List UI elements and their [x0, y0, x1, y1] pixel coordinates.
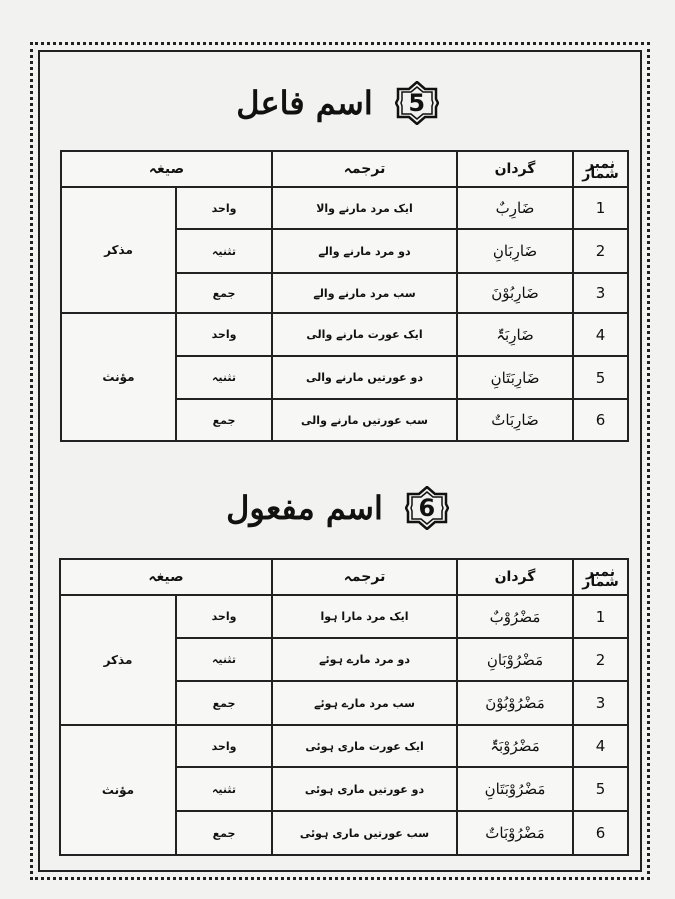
table-row — [61, 187, 628, 229]
header-seegha: صیغہ — [61, 151, 272, 187]
section-number: 5 — [408, 89, 426, 117]
row-seegha-sub: جمع — [176, 273, 272, 313]
ism-mafool-table — [59, 558, 629, 856]
row-number: 1 — [573, 595, 628, 638]
row-number: 4 — [573, 725, 628, 767]
row-tarjama: دو مرد مارے ہوئے — [272, 638, 457, 681]
row-number: 5 — [573, 767, 628, 811]
row-number: 3 — [573, 681, 628, 725]
table-header-row — [61, 151, 628, 187]
row-number: 2 — [573, 229, 628, 273]
header-tarjama: ترجمہ — [272, 151, 457, 187]
gender-feminine: مؤنث — [60, 725, 176, 855]
table-header-row — [60, 559, 628, 595]
row-tarjama: دو عورتیں ماری ہوئی — [272, 767, 457, 811]
row-seegha-sub: جمع — [176, 811, 272, 855]
row-gardan: ضَارِبَانِ — [457, 229, 573, 273]
row-seegha-sub: تثنیہ — [176, 356, 272, 399]
row-number: 2 — [573, 638, 628, 681]
row-gardan: مَضْرُوْبٌ — [457, 595, 573, 638]
row-gardan: ضَارِبٌ — [457, 187, 573, 229]
row-seegha-sub: تثنیہ — [176, 229, 272, 273]
row-gardan: ضَارِبَتَانِ — [457, 356, 573, 399]
section-header-ism-mafool — [0, 483, 675, 533]
row-number: 1 — [573, 187, 628, 229]
row-tarjama: سب مرد مارنے والے — [272, 273, 457, 313]
table-row — [60, 725, 628, 767]
number-badge — [395, 81, 439, 125]
row-gardan: مَضْرُوْبُوْنَ — [457, 681, 573, 725]
row-number: 4 — [573, 313, 628, 356]
row-seegha-sub: واحد — [176, 725, 272, 767]
row-seegha-sub: جمع — [176, 681, 272, 725]
section-header-ism-fail — [0, 78, 675, 128]
row-number: 6 — [573, 399, 628, 441]
row-gardan: مَضْرُوْبَۃٌ — [457, 725, 573, 767]
section-title: اسم مفعول — [226, 489, 383, 527]
table-row — [61, 313, 628, 356]
row-seegha-sub: واحد — [176, 187, 272, 229]
row-gardan: ضَارِبُوْنَ — [457, 273, 573, 313]
row-number: 6 — [573, 811, 628, 855]
row-tarjama: ایک مرد مارنے والا — [272, 187, 457, 229]
row-tarjama: ایک مرد مارا ہوا — [272, 595, 457, 638]
row-gardan: مَضْرُوْبَتَانِ — [457, 767, 573, 811]
number-badge — [405, 486, 449, 530]
gender-masculine: مذکر — [60, 595, 176, 725]
row-seegha-sub: واحد — [176, 595, 272, 638]
section-title: اسم فاعل — [236, 84, 373, 122]
header-gardan: گردان — [457, 559, 573, 595]
row-tarjama: سب مرد مارے ہوئے — [272, 681, 457, 725]
table-row — [60, 595, 628, 638]
row-gardan: مَضْرُوْبَانِ — [457, 638, 573, 681]
row-seegha-sub: تثنیہ — [176, 638, 272, 681]
row-gardan: ضَارِبَۃٌ — [457, 313, 573, 356]
row-tarjama: سب عورتیں ماری ہوئی — [272, 811, 457, 855]
row-number: 3 — [573, 273, 628, 313]
row-seegha-sub: تثنیہ — [176, 767, 272, 811]
row-gardan: ضَارِبَاتٌ — [457, 399, 573, 441]
row-number: 5 — [573, 356, 628, 399]
gender-masculine: مذکر — [61, 187, 176, 313]
header-number: نمبر شمار — [573, 151, 628, 187]
section-number: 6 — [418, 494, 436, 522]
header-tarjama: ترجمہ — [272, 559, 457, 595]
gender-feminine: مؤنث — [61, 313, 176, 441]
row-gardan: مَضْرُوْبَاتٌ — [457, 811, 573, 855]
row-tarjama: دو مرد مارنے والے — [272, 229, 457, 273]
header-gardan: گردان — [457, 151, 573, 187]
row-tarjama: ایک عورت مارنے والی — [272, 313, 457, 356]
ism-fail-table — [60, 150, 629, 442]
row-tarjama: دو عورتیں مارنے والی — [272, 356, 457, 399]
header-number: نمبر شمار — [573, 559, 628, 595]
row-tarjama: سب عورتیں مارنے والی — [272, 399, 457, 441]
row-seegha-sub: واحد — [176, 313, 272, 356]
header-seegha: صیغہ — [60, 559, 272, 595]
row-seegha-sub: جمع — [176, 399, 272, 441]
row-tarjama: ایک عورت ماری ہوئی — [272, 725, 457, 767]
